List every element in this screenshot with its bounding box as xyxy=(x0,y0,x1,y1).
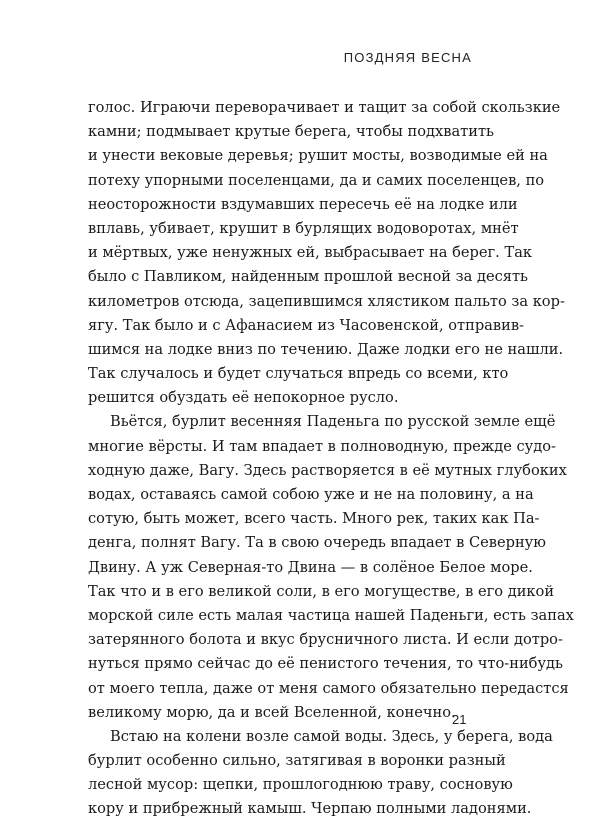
text-line: решится обуздать её непокорное русло. xyxy=(88,389,399,407)
text-line: денга, полнят Вагу. Та в свою очередь впадает в Северную xyxy=(88,534,546,552)
text-line: было с Павликом, найденным прошлой весной за десять xyxy=(88,268,528,286)
text-line: лесной мусор: щепки, прошлогоднюю траву, сосновую xyxy=(88,776,513,794)
text-line: вплавь, убивает, крушит в бурлящих водоворотах, мнёт xyxy=(88,219,519,237)
text-line: камни; подмывает крутые берега, чтобы подхватить xyxy=(88,123,494,141)
text-line: от моего тепла, даже от меня самого обязательно передастся xyxy=(88,679,569,697)
text-line: кору и прибрежный камыш. Черпаю полными ладонями. xyxy=(88,800,532,818)
text-line: Так случалось и будет случаться впредь со всеми, кто xyxy=(88,365,509,383)
text-line: и мёртвых, уже ненужных ей, выбрасывает на берег. Так xyxy=(88,244,533,262)
text-line: шимся на лодке вниз по течению. Даже лодки его не нашли. xyxy=(88,340,564,358)
text-line: сотую, быть может, всего часть. Много рек, таких как Па- xyxy=(88,510,540,528)
body-text xyxy=(88,96,574,822)
text-line: водах, оставаясь самой собою уже и не на половину, а на xyxy=(88,486,534,503)
text-line: километров отсюда, зацепившимся хлястиком пальто за кор- xyxy=(88,292,565,310)
running-title: ПОЗДНЯЯ ВЕСНА xyxy=(343,50,472,65)
text-line: морской силе есть малая частица нашей Паденьги, есть запах xyxy=(88,606,574,624)
text-line: Вьётся, бурлит весенняя Паденьга по русской земле ещё xyxy=(110,413,556,431)
text-line: затерянного болота и вкус брусничного листа. И если дотро- xyxy=(88,631,563,649)
text-line: ходную даже, Вагу. Здесь растворяется в её мутных глубоких xyxy=(88,461,567,479)
text-line: и унести вековые деревья; рушит мосты, возводимые ей на xyxy=(88,147,548,165)
text-line: потеху упорными поселенцами, да и самих поселенцев, по xyxy=(88,171,545,189)
text-line: многие вёрсты. И там впадает в полноводную, прежде судо- xyxy=(88,437,556,455)
text-line: Двину. А уж Северная-то Двина — в солёное Белое море. xyxy=(88,558,533,576)
text-line: голос. Играючи переворачивает и тащит за собой скользкие xyxy=(88,99,561,116)
text-line: нуться прямо сейчас до её пенистого течения, то что-нибудь xyxy=(88,655,563,673)
text-line: Так что и в его великой соли, в его могуществе, в его дикой xyxy=(88,582,555,600)
text-line: бурлит особенно сильно, затягивая в воронки разный xyxy=(88,752,506,770)
text-line: неосторожности вздумавших пересечь её на лодке или xyxy=(88,195,518,213)
text-line: ягу. Так было и с Афанасием из Часовенской, отправив- xyxy=(88,316,524,334)
text-line: великому морю, да и всей Вселенной, конечно. xyxy=(88,703,456,721)
page-number: 21 xyxy=(452,712,467,727)
text-line: Встаю на колени возле самой воды. Здесь, у берега, вода xyxy=(110,727,553,745)
